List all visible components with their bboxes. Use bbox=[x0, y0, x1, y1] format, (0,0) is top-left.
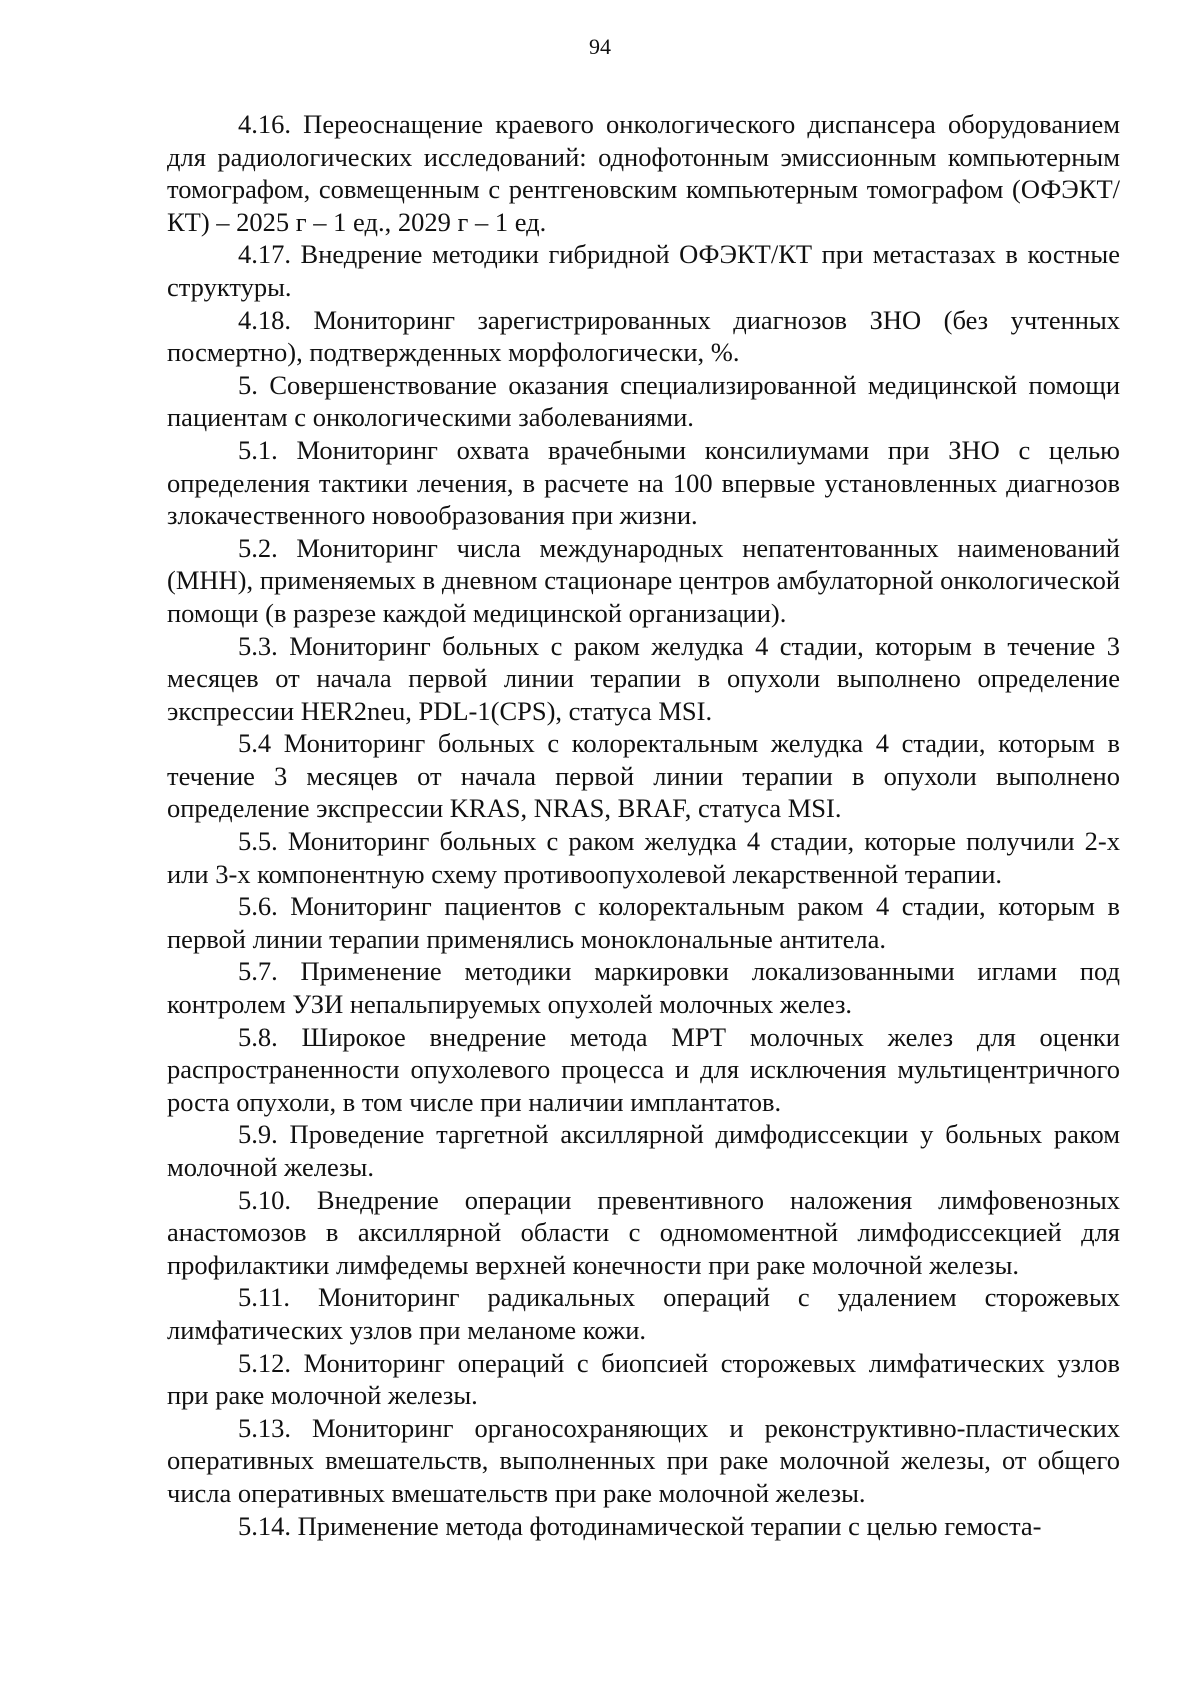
paragraph-5-14: 5.14. Применение метода фотодинамической терапии с целью гемоста- bbox=[238, 1510, 1042, 1541]
paragraph-4-17: 4.17. Внедрение методики гибридной ОФЭКТ/КТ при метастазах в костные структуры. bbox=[167, 239, 1120, 302]
paragraph-5-12: 5.12. Мониторинг операций с биопсией сторожевых лимфатических узлов при раке молочной железы. bbox=[167, 1347, 1120, 1411]
paragraph-5-2: 5.2. Мониторинг числа международных непатентованных наименований (МНН), применяемых в дневном стационаре центров амбулаторной онкологической помощи (в разрезе каждой медицинской организации). bbox=[167, 532, 1120, 628]
paragraph-5-11: 5.11. Мониторинг радикальных операций с удалением сторожевых лимфатических узлов при меланоме кожи. bbox=[167, 1282, 1120, 1345]
paragraph-5-3: 5.3. Мониторинг больных с раком желудка 4 стадии, которым в течение 3 месяцев от начала первой линии терапии в опухоли выполнено определение экспрессии HER2neu, PDL-1(CPS), статуса MSI. bbox=[167, 630, 1120, 726]
paragraph-5-5: 5.5. Мониторинг больных с раком желудка 4 стадии, которые получили 2-х или 3-х компонентную схему противоопухолевой лекарственной терапии. bbox=[167, 826, 1120, 889]
paragraph-5-13: 5.13. Мониторинг органосохраняющих и реконструктивно-пластических оперативных вмешательств, выполненных при раке молочной железы, от общего числа оперативных вмешательств при раке молочной железы. bbox=[167, 1412, 1120, 1508]
paragraph-5: 5. Совершенствование оказания специализированной медицинской помощи пациентам с онкологическими заболеваниями. bbox=[167, 369, 1120, 433]
document-body bbox=[167, 108, 1120, 1542]
paragraph-4-18: 4.18. Мониторинг зарегистрированных диагнозов ЗНО (без учтенных посмертно), подтвержденных морфологически, %. bbox=[167, 304, 1120, 368]
page-number: 94 bbox=[589, 34, 611, 59]
paragraph-5-10: 5.10. Внедрение операции превентивного наложения лимфовенозных анастомозов в аксиллярной области с одномоментной лимфодиссекцией для профилактики лимфедемы верхней конечности при раке молочной железы. bbox=[167, 1184, 1120, 1280]
paragraph-5-6: 5.6. Мониторинг пациентов с колоректальным раком 4 стадии, которым в первой линии терапии применялись моноклональные антитела. bbox=[167, 891, 1120, 954]
paragraph-4-16: 4.16. Переоснащение краевого онкологического диспансера оборудованием для радиологических исследований: однофотонным эмиссионным компьютерным томографом, совмещенным с рентгеновским компьютерным томографом (ОФЭКТ/КТ) – 2025 г – 1 ед., 2029 г – 1 ед. bbox=[167, 109, 1120, 237]
paragraph-5-9: 5.9. Проведение таргетной аксиллярной димфодиссекции у больных раком молочной железы. bbox=[167, 1119, 1120, 1182]
paragraph-5-8: 5.8. Широкое внедрение метода МРТ молочных желез для оценки распространенности опухолевого процесса и для исключения мультицентричного роста опухоли, в том числе при наличии имплантатов. bbox=[167, 1021, 1120, 1117]
paragraph-5-4: 5.4 Мониторинг больных с колоректальным желудка 4 стадии, которым в течение 3 месяцев от начала первой линии терапии в опухоли выполнено определение экспрессии KRAS, NRAS, BRAF, статуса MSI. bbox=[167, 728, 1120, 824]
paragraph-5-1: 5.1. Мониторинг охвата врачебными консилиумами при ЗНО с целью определения тактики лечения, в расчете на 100 впервые установленных диагнозов злокачественного новообразования при жизни. bbox=[167, 434, 1120, 531]
paragraph-5-7: 5.7. Применение методики маркировки локализованными иглами под контролем УЗИ непальпируемых опухолей молочных желез. bbox=[167, 956, 1120, 1020]
